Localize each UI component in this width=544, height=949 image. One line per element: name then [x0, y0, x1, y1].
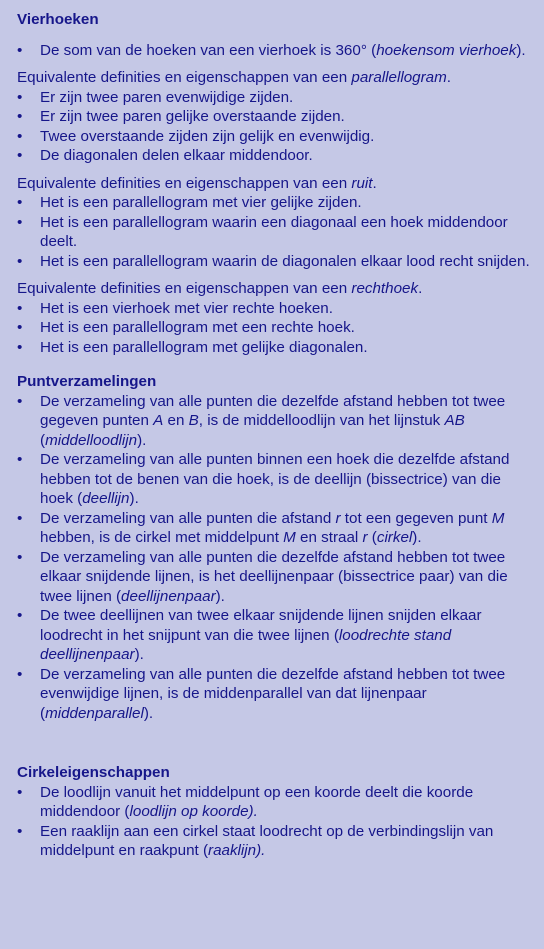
list-item: • Het is een vierhoek met vier rechte hoeken.: [17, 299, 544, 319]
list-item: • Het is een parallellogram met een rechte hoek.: [17, 318, 544, 338]
list-item: • Het is een parallellogram waarin de diagonalen elkaar lood recht snijden.: [17, 252, 544, 272]
list-item: • De verzameling van alle punten die afstand r tot een gegeven punt M hebben, is de cirkel met middelpunt M en straal r (cirkel).: [17, 509, 544, 548]
list-item: • Het is een parallellogram waarin een diagonaal een hoek middendoor deelt.: [17, 213, 544, 252]
list-item: • De loodlijn vanuit het middelpunt op een koorde deelt die koorde middendoor (loodlijn op koorde).: [17, 783, 544, 822]
list-item: • De twee deellijnen van twee elkaar snijdende lijnen snijden elkaar loodrecht in het snijpunt van die twee lijnen (loodrechte stand deellijnenpaar).: [17, 606, 544, 665]
list-item: • Er zijn twee paren gelijke overstaande zijden.: [17, 107, 544, 127]
list-item: • De som van de hoeken van een vierhoek is 360° (hoekensom vierhoek).: [17, 41, 544, 61]
list-puntverzamelingen: [17, 392, 544, 724]
intro-rechthoek: Equivalente definities en eigenschappen van een rechthoek.: [17, 280, 423, 297]
list-parallellogram: [17, 88, 544, 166]
intro-parallellogram: Equivalente definities en eigenschappen van een parallellogram.: [17, 69, 452, 86]
list-item: • Er zijn twee paren evenwijdige zijden.: [17, 88, 544, 108]
list-item: • Twee overstaande zijden zijn gelijk en evenwijdig.: [17, 127, 544, 147]
list-item: • Een raaklijn aan een cirkel staat loodrecht op de verbindingslijn van middelpunt en raakpunt (raaklijn).: [17, 822, 544, 861]
list-item: • Het is een parallellogram met vier gelijke zijden.: [17, 193, 544, 213]
list-item: • De verzameling van alle punten die dezelfde afstand hebben tot twee gegeven punten A en B, is de middelloodlijn van het lijnstuk AB (middelloodlijn).: [17, 392, 544, 451]
section-title-puntverzamelingen: Puntverzamelingen: [17, 373, 157, 390]
section-title-vierhoeken: Vierhoeken: [17, 11, 99, 28]
list-vierhoeken: [17, 41, 544, 61]
list-cirkeleigenschappen: [17, 783, 544, 861]
list-rechthoek: [17, 299, 544, 358]
list-ruit: [17, 193, 544, 271]
list-item: • De diagonalen delen elkaar middendoor.: [17, 146, 544, 166]
list-item: • De verzameling van alle punten die dezelfde afstand hebben tot twee elkaar snijdende lijnen, is het deellijnenpaar (bissectrice paar) van die twee lijnen (deellijnenpaar).: [17, 548, 544, 607]
list-item: • Het is een parallellogram met gelijke diagonalen.: [17, 338, 544, 358]
list-item: • De verzameling van alle punten die dezelfde afstand hebben tot twee evenwijdige lijnen, is de middenparallel van dat lijnenpaar (middenparallel).: [17, 665, 544, 724]
intro-ruit: Equivalente definities en eigenschappen van een ruit.: [17, 174, 377, 192]
list-item: • De verzameling van alle punten binnen een hoek die dezelfde afstand hebben tot de benen van die hoek, is de deellijn (bissectrice) van die hoek (deellijn).: [17, 450, 544, 509]
section-title-cirkeleigenschappen: Cirkeleigenschappen: [17, 764, 170, 781]
